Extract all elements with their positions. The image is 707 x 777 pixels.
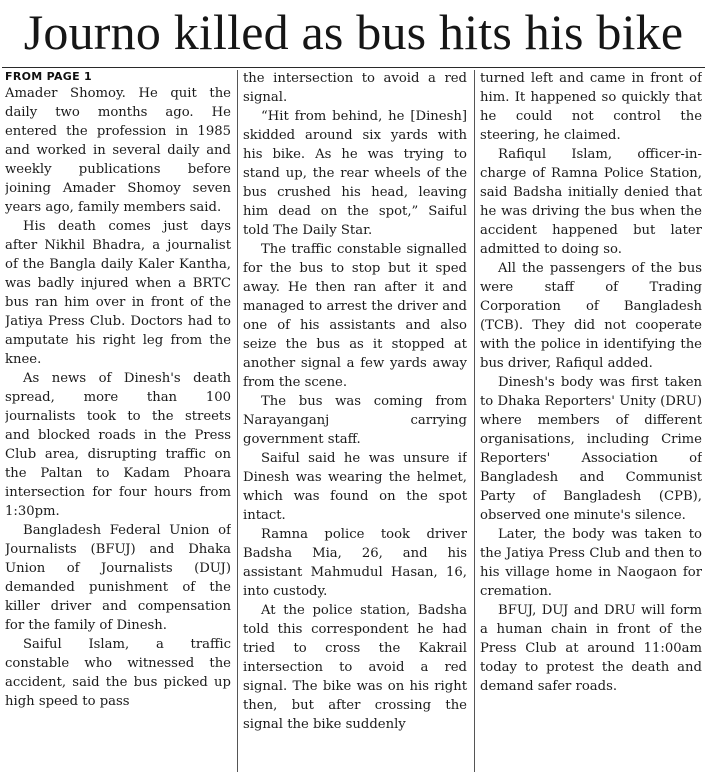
paragraph: Amader Shomoy. He quit the daily two months ago. He entered the profession in 1985 and worked in several daily and weekly publications before joining Amader Shomoy seven years ago, family members said. bbox=[5, 86, 231, 215]
paragraph: At the police station, Badsha told this correspondent he had tried to cross the Kakrail intersection to avoid a red signal. The bike was on his right then, but after crossing the signal the bike suddenly bbox=[243, 603, 467, 732]
article-column-1 bbox=[5, 69, 231, 773]
article-column-2 bbox=[243, 69, 467, 773]
paragraph: As news of Dinesh's death spread, more than 100 journalists took to the streets and blocked roads in the Press Club area, disrupting traffic on the Paltan to Kadam Phoara intersection for four hours from 1:30pm. bbox=[5, 371, 231, 519]
paragraph: the intersection to avoid a red signal. bbox=[243, 71, 467, 105]
paragraph: The traffic constable signalled for the bus to stop but it sped away. He then ran after it and managed to arrest the driver and one of his assistants and also seize the bus as it stopped at another signal a few yards away from the scene. bbox=[243, 242, 467, 390]
paragraph: turned left and came in front of him. It happened so quickly that he could not control the steering, he claimed. bbox=[480, 71, 702, 143]
headline-rule bbox=[2, 67, 705, 68]
paragraph: Dinesh's body was first taken to Dhaka Reporters' Unity (DRU) where members of different organisations, including Crime Reporters' Association of Bangladesh and Communist Party of Bangladesh (CPB), observed one minute's silence. bbox=[480, 375, 702, 523]
headline: Journo killed as bus hits his bike bbox=[23, 4, 684, 60]
paragraph: “Hit from behind, he [Dinesh] skidded around six yards with his bike. As he was trying to stand up, the rear wheels of the bus crushed his head, leaving him dead on the spot,” Saiful told The Daily Star. bbox=[243, 109, 467, 238]
paragraph: Bangladesh Federal Union of Journalists (BFUJ) and Dhaka Union of Journalists (DUJ) demanded punishment of the killer driver and compensation for the family of Dinesh. bbox=[5, 523, 231, 633]
column-divider bbox=[474, 70, 475, 772]
paragraph: His death comes just days after Nikhil Bhadra, a journalist of the Bangla daily Kaler Kantha, was badly injured when a BRTC bus ran him over in front of the Jatiya Press Club. Doctors had to amputate his right leg from the knee. bbox=[5, 219, 231, 367]
paragraph: BFUJ, DUJ and DRU will form a human chain in front of the Press Club at around 11:00am today to protest the death and demand safer roads. bbox=[480, 603, 702, 694]
paragraph: The bus was coming from Narayanganj carrying government staff. bbox=[243, 394, 467, 447]
kicker-from-page-1: FROM PAGE 1 bbox=[5, 70, 93, 83]
column-divider bbox=[237, 70, 238, 772]
paragraph: Rafiqul Islam, officer-in-charge of Ramna Police Station, said Badsha initially denied that he was driving the bus when the accident happened but later admitted to doing so. bbox=[480, 147, 702, 257]
paragraph: Ramna police took driver Badsha Mia, 26, and his assistant Mahmudul Hasan, 16, into custody. bbox=[243, 527, 467, 599]
paragraph: Later, the body was taken to the Jatiya Press Club and then to his village home in Naogaon for cremation. bbox=[480, 527, 702, 599]
paragraph: Saiful Islam, a traffic constable who witnessed the accident, said the bus picked up high speed to pass bbox=[5, 637, 231, 709]
article-column-3 bbox=[480, 69, 702, 773]
paragraph: Saiful said he was unsure if Dinesh was wearing the helmet, which was found on the spot intact. bbox=[243, 451, 467, 523]
paragraph: All the passengers of the bus were staff of Trading Corporation of Bangladesh (TCB). They did not cooperate with the police in identifying the bus driver, Rafiqul added. bbox=[480, 261, 702, 371]
